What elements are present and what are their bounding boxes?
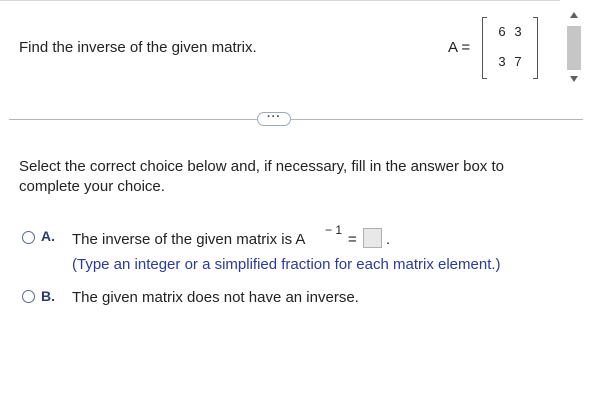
matrix-cell: 3 <box>514 24 522 39</box>
inverse-superscript: − 1 <box>325 223 343 237</box>
choice-a-hint: (Type an integer or a simplified fraction for each matrix element.) <box>72 256 501 273</box>
scroll-down-arrow-icon[interactable] <box>570 76 578 82</box>
top-divider <box>0 0 560 1</box>
instruction-text: Select the correct choice below and, if necessary, fill in the answer box to complete your choice. <box>19 158 504 195</box>
scroll-up-arrow-icon[interactable] <box>570 12 578 18</box>
answer-input-box[interactable] <box>363 228 382 248</box>
choice-b-text: The given matrix does not have an inverse. <box>72 289 359 306</box>
scroll-thumb[interactable] <box>567 26 581 70</box>
question-text: Find the inverse of the given matrix. <box>19 39 257 56</box>
section-divider <box>9 119 583 120</box>
choice-b-letter: B. <box>41 288 55 304</box>
question-scrollbar[interactable] <box>566 8 582 88</box>
matrix-cell: 7 <box>514 54 522 69</box>
choice-a-text: The inverse of the given matrix is A <box>72 231 306 248</box>
matrix-cell: 6 <box>498 24 506 39</box>
matrix-label: A = <box>448 39 471 56</box>
inverse-equals: = <box>348 231 357 248</box>
matrix-a <box>482 17 538 79</box>
choice-a-period: . <box>386 231 391 248</box>
choice-b-radio[interactable] <box>22 290 35 303</box>
choice-a-letter: A. <box>41 228 55 244</box>
more-button[interactable]: ··· <box>257 112 291 126</box>
choice-a-radio[interactable] <box>22 231 35 244</box>
matrix-left-bracket <box>482 17 487 79</box>
matrix-cell: 3 <box>498 54 506 69</box>
matrix-right-bracket <box>533 17 538 79</box>
